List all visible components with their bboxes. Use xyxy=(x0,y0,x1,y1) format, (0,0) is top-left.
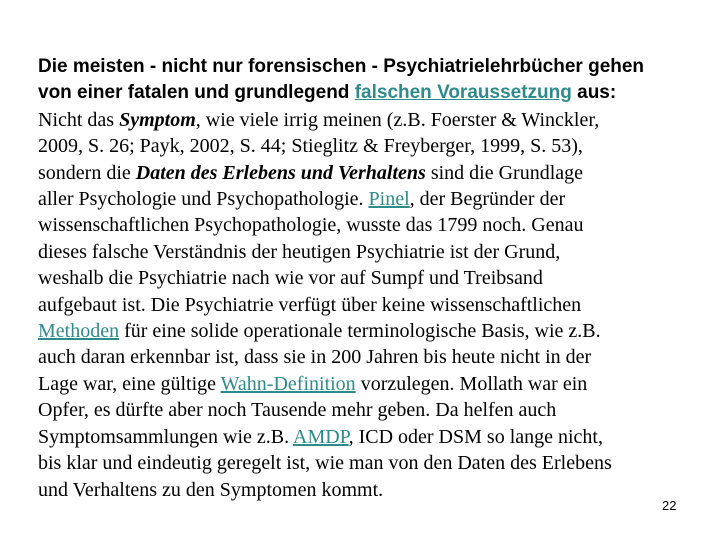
emphasis-symptom: Symptom xyxy=(119,108,196,131)
body-line: weshalb die Psychiatrie nach wie vor auf Sumpf und Treibsand xyxy=(38,267,543,290)
body-line: wissenschaftlichen Psychopathologie, wusste das 1799 noch. Genau xyxy=(38,214,584,237)
body-text: sind die Grundlage xyxy=(425,161,584,184)
body-line: 2009, S. 26; Payk, 2002, S. 44; Stieglitz & Freyberger, 1999, S. 53), xyxy=(38,135,583,158)
body-line xyxy=(38,186,688,212)
lead-paragraph xyxy=(38,54,688,107)
body-line xyxy=(38,371,688,397)
body-text: für eine solide operationale terminologische Basis, wie z.B. xyxy=(119,320,601,343)
body-text: aller Psychologie und Psychopathologie. xyxy=(38,188,369,211)
lead-line xyxy=(38,80,688,106)
link-wahn-definition[interactable]: Wahn-Definition xyxy=(220,372,356,395)
slide-content xyxy=(38,54,688,503)
body-text: Nicht das xyxy=(38,108,120,131)
body-line: bis klar und eindeutig geregelt ist, wie man von den Daten des Erlebens xyxy=(38,452,612,475)
body-text: Lage war, eine gültige xyxy=(38,372,221,395)
body-line: dieses falsche Verständnis der heutigen Psychiatrie ist der Grund, xyxy=(38,240,561,263)
body-line: aufgebaut ist. Die Psychiatrie verfügt über keine wissenschaftlichen xyxy=(38,293,582,316)
body-line xyxy=(38,424,688,450)
lead-text: aus: xyxy=(571,82,617,104)
body-text: vorzulegen. Mollath war ein xyxy=(355,372,588,395)
body-line xyxy=(38,160,688,186)
body-paragraph xyxy=(38,107,688,503)
link-methoden[interactable]: Methoden xyxy=(38,320,120,343)
lead-text: Die meisten - nicht nur forensischen - Psychiatrielehrbücher gehen xyxy=(38,56,645,77)
body-text: , der Begründer der xyxy=(409,188,566,211)
emphasis-daten: Daten des Erlebens und Verhaltens xyxy=(135,161,426,184)
link-falsche-voraussetzung[interactable]: falschen Voraussetzung xyxy=(354,82,572,104)
body-text: sondern die xyxy=(38,161,136,184)
body-line xyxy=(38,318,688,344)
lead-line xyxy=(38,54,688,80)
body-line xyxy=(38,107,688,133)
link-pinel[interactable]: Pinel xyxy=(368,188,410,211)
link-amdp[interactable]: AMDP xyxy=(293,425,349,448)
body-line: Opfer, es dürfte aber noch Tausende mehr geben. Da helfen auch xyxy=(38,399,557,422)
body-line: und Verhaltens zu den Symptomen kommt. xyxy=(38,478,384,501)
body-text: , ICD oder DSM so lange nicht, xyxy=(348,425,603,448)
lead-text: von einer fatalen und grundlegend xyxy=(38,82,355,104)
body-line: auch daran erkennbar ist, dass sie in 200 Jahren bis heute nicht in der xyxy=(38,346,592,369)
body-text: Symptomsammlungen wie z.B. xyxy=(38,425,293,448)
body-text: , wie viele irrig meinen (z.B. Foerster & Winckler, xyxy=(195,108,600,131)
page-number: 22 xyxy=(662,498,677,513)
